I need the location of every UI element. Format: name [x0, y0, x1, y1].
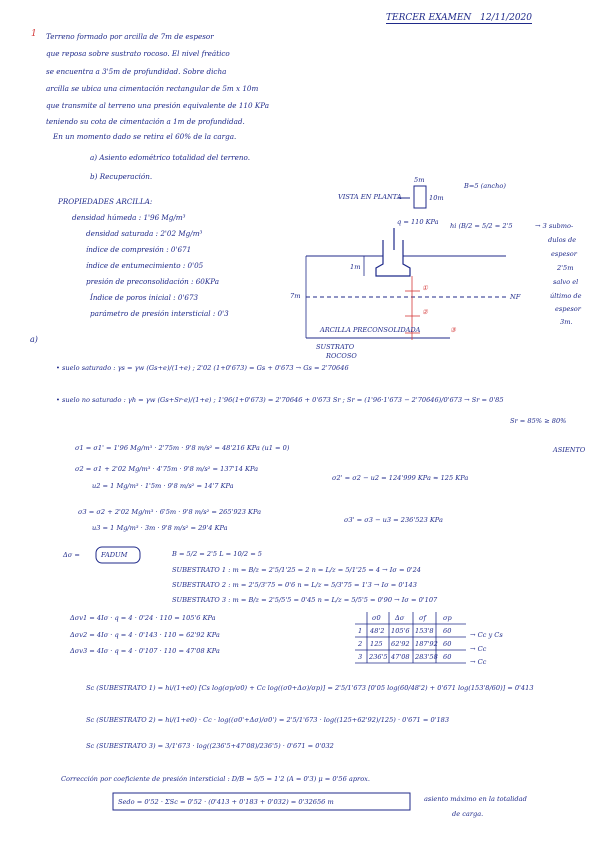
- water-table-label: NF: [510, 293, 521, 301]
- task-a: a) Asiento edométrico totalidad del terreno.: [90, 153, 251, 162]
- properties-title: PROPIEDADES ARCILLA:: [58, 197, 153, 206]
- load-label: q = 110 KPa: [397, 218, 439, 226]
- table-cell: 62'92: [391, 640, 410, 648]
- note-line: → 3 submo-: [535, 222, 574, 230]
- saturation-result: Sr = 85% ≥ 80%: [510, 417, 567, 425]
- table-header: Δσ: [395, 614, 405, 622]
- substrate-label-1: SUSTRATO: [316, 343, 355, 351]
- property-item: densidad saturada : 2'02 Mg/m³: [86, 229, 203, 238]
- table-tag: → Cc: [470, 658, 487, 666]
- saturated-soil-line: • suelo saturado : γs = γw (Gs+e)/(1+e) ; 2'02 (1+0'673) = Gs + 0'673 → Gs = 2'70646: [56, 364, 349, 372]
- fadum-dimensions: B = 5/2 = 2'5 L = 10/2 = 5: [172, 550, 263, 558]
- settlement-substrate-1: Sc (SUBESTRATO 1) = hi/(1+e0) [Cs log(σp/σ0) + Cc log((σ0+Δσ)/σp)] = 2'5/1'673 [0'05 log(60/48'2) + 0'671 log(153'8/60)] = 0'413: [86, 684, 534, 692]
- pore-pressure-3: u3 = 1 Mg/m³ · 3m · 9'8 m/s² = 29'4 KPa: [92, 524, 228, 532]
- table-cell: 125: [370, 640, 383, 648]
- note-line: 2'5m: [557, 264, 574, 272]
- fadum-row-2: SUBESTRATO 2 : m = 2'5/3'75 = 0'6 n = L/z = 5/3'75 = 1'3 → Iσ = 0'143: [172, 581, 417, 589]
- pore-pressure-2: u2 = 1 Mg/m³ · 1'5m · 9'8 m/s² = 14'7 KPa: [92, 482, 234, 490]
- fadum-row-3: SUBESTRATO 3 : m = B/z = 2'5/5'5 = 0'45 n = L/z = 5/5'5 = 0'90 → Iσ = 0'107: [172, 596, 438, 604]
- table-cell: 236'5: [369, 653, 388, 661]
- table-cell: 1: [358, 627, 363, 635]
- exam-title-text: TERCER EXAMEN: [386, 13, 472, 23]
- sublayer-mark-1: ①: [422, 284, 428, 292]
- note-line: dulos de: [548, 236, 577, 244]
- stress-3: σ3 = σ2 + 2'02 Mg/m³ · 6'5m · 9'8 m/s² = 265'923 KPa: [78, 508, 262, 516]
- table-header: σ0: [372, 614, 381, 622]
- property-item: índice de compresión : 0'671: [86, 245, 192, 254]
- task-b: b) Recuperación.: [90, 172, 153, 181]
- statement-line: que transmite al terreno una presión equivalente de 110 KPa: [46, 101, 270, 110]
- table-cell: 187'92: [415, 640, 438, 648]
- clay-label: ARCILLA PRECONSOLIDADA: [320, 326, 421, 334]
- final-note-1: asiento máximo en la totalidad: [424, 795, 527, 803]
- property-item: presión de preconsolidación : 60KPa: [86, 277, 220, 286]
- statement-line: Terreno formado por arcilla de 7m de espesor: [46, 32, 214, 41]
- table-cell: 153'8: [415, 627, 434, 635]
- sublayer-equation: hi (B/2 = 5/2 = 2'5: [450, 222, 513, 230]
- note-line: último de: [550, 292, 582, 300]
- table-tag: → Cc y Cs: [470, 631, 503, 639]
- table-cell: 283'58: [415, 653, 438, 661]
- property-item: Índice de poros inicial : 0'673: [90, 293, 199, 302]
- table-header: σf: [419, 614, 426, 622]
- table-cell: 48'2: [370, 627, 385, 635]
- table-tag: → Cc: [470, 645, 487, 653]
- statement-line: que reposa sobre sustrato rocoso. El nivel freático: [46, 49, 230, 58]
- property-item: índice de entumecimiento : 0'05: [86, 261, 204, 270]
- settlement-label: ASIENTO: [553, 446, 586, 454]
- table-cell: 60: [443, 640, 452, 648]
- plan-view-label: VISTA EN PLANTA: [338, 193, 402, 201]
- statement-line: arcilla se ubica una cimentación rectangular de 5m x 10m: [46, 84, 259, 93]
- b-width-label: B=5 (ancho): [464, 182, 506, 190]
- table-cell: 60: [443, 653, 452, 661]
- statement-line: se encuentra a 3'5m de profundidad. Sobre dicha: [46, 67, 227, 76]
- table-cell: 47'08: [391, 653, 410, 661]
- statement-line: En un momento dado se retira el 60% de la carga.: [53, 132, 237, 141]
- final-settlement: Sedo = 0'52 · ΣSc = 0'52 · (0'413 + 0'183 + 0'032) = 0'32656 m: [118, 798, 334, 806]
- plan-view-rect: [414, 186, 426, 208]
- effective-stress-2: σ2' = σ2 − u2 = 124'999 KPa ≈ 125 KPa: [332, 474, 469, 482]
- settlement-substrate-2: Sc (SUBESTRATO 2) = hi/(1+e0) · Cc · log((σ0'+Δσ)/σ0') = 2'5/1'673 · log((125+62'92)/125) · 0'671 = 0'183: [86, 716, 450, 724]
- correction-line: Corrección por coeficiente de presión intersticial : D/B = 5/5 = 1'2 (A = 0'3) μ = 0'56 aprox.: [61, 775, 370, 783]
- fadum-lhs: Δσ =: [63, 551, 80, 559]
- table-cell: 105'6: [391, 627, 410, 635]
- exam-date: 12/11/2020: [480, 13, 533, 23]
- settlement-substrate-3: Sc (SUBESTRATO 3) = 3/1'673 · log((236'5+47'08)/236'5) · 0'671 = 0'032: [86, 742, 334, 750]
- depth-1m: 1m: [350, 263, 361, 271]
- property-item: densidad húmeda : 1'96 Mg/m³: [72, 213, 186, 222]
- plan-height: 10m: [429, 194, 444, 202]
- property-item: parámetro de presión intersticial : 0'3: [90, 309, 229, 318]
- fadum-label: FADUM: [101, 551, 128, 559]
- substrate-label-2: ROCOSO: [326, 352, 357, 360]
- depth-7m: 7m: [290, 292, 301, 300]
- unsaturated-soil-line: • suelo no saturado : γh = γw (Gs+Sr·e)/(1+e) ; 1'96(1+0'673) = 2'70646 + 0'673 Sr ; Sr = (1'96·1'673 − 2'70646)/0'673 → Sr = 0'85: [56, 396, 504, 404]
- part-a-label: a): [30, 335, 38, 344]
- final-note-2: de carga.: [452, 810, 484, 818]
- note-line: 3m.: [560, 318, 573, 326]
- sublayer-mark-2: ②: [422, 308, 428, 316]
- table-cell: 3: [358, 653, 363, 661]
- problem-number: 1: [31, 29, 37, 39]
- sublayer-mark-3: ③: [450, 326, 456, 334]
- note-line: salvo el: [553, 278, 579, 286]
- delta-sigma-1: Δσv1 = 4Iσ · q = 4 · 0'24 · 110 = 105'6 KPa: [70, 614, 216, 622]
- plan-width: 5m: [414, 176, 425, 184]
- delta-sigma-3: Δσv3 = 4Iσ · q = 4 · 0'107 · 110 = 47'08 KPa: [70, 647, 220, 655]
- fadum-row-1: SUBESTRATO 1 : m = B/z = 2'5/1'25 = 2 n = L/z = 5/1'25 = 4 → Iσ = 0'24: [172, 566, 421, 574]
- note-line: espesor: [555, 305, 581, 313]
- stress-1: σ1 = σ1' = 1'96 Mg/m³ · 2'75m · 9'8 m/s² = 48'216 KPa (u1 = 0): [75, 444, 290, 452]
- footing-shape: [376, 240, 410, 276]
- table-header: σp: [443, 614, 452, 622]
- table-cell: 60: [443, 627, 452, 635]
- delta-sigma-2: Δσv2 = 4Iσ · q = 4 · 0'143 · 110 = 62'92 KPa: [70, 631, 220, 639]
- effective-stress-3: σ3' = σ3 − u3 = 236'523 KPa: [344, 516, 443, 524]
- statement-line: teniendo su cota de cimentación a 1m de profundidad.: [46, 117, 245, 126]
- stress-2: σ2 = σ1 + 2'02 Mg/m³ · 4'75m · 9'8 m/s² = 137'14 KPa: [75, 465, 259, 473]
- table-cell: 2: [358, 640, 363, 648]
- note-line: espesor: [551, 250, 577, 258]
